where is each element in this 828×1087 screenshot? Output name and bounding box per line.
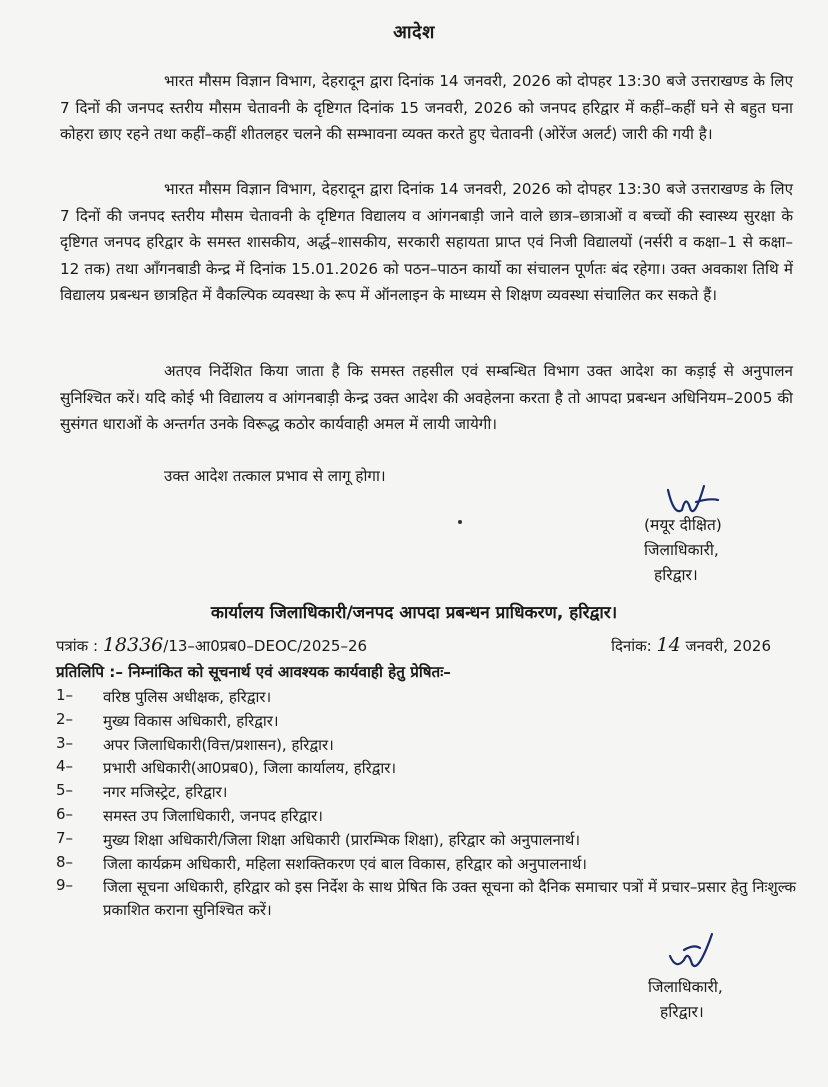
list-item-text: जिला सूचना अधिकारी, हरिद्वार को इस निर्देश के साथ प्रेषित कि उक्त सूचना को दैनिक समाचार पत्रों में प्रचार–प्रसार हेतु निःशुल्क प्रकाशित कराना सुनिश्चित करें। <box>103 878 796 920</box>
list-item-number: 2– <box>56 709 74 728</box>
list-item <box>56 781 796 805</box>
paragraph-weather-warning: भारत मौसम विज्ञान विभाग, देहरादून द्वारा दिनांक 14 जनवरी, 2026 को दोपहर 13:30 बजे उत्तराखण्ड के लिए 7 दिनों की जनपद स्तरीय मौसम चेतावनी के दृष्टिगत दिनांक 15 जनवरी, 2026 को जनपद हरिद्वार में कहीं–कहीं घने से बहुत घना कोहरा छाए रहने तथा कहीं–कहीं शीतलहर चलने की सम्भावना व्यक्त करते हुए चेतावनी (ओरेंज अलर्ट) जारी की गयी है। <box>60 72 793 143</box>
list-item <box>56 805 796 829</box>
list-item <box>56 734 796 758</box>
list-item-text: नगर मजिस्ट्रेट, हरिद्वार। <box>103 783 228 802</box>
list-item-number: 9– <box>56 876 74 895</box>
list-item-number: 7– <box>56 828 74 847</box>
list-item-number: 3– <box>56 733 74 752</box>
list-item-text: वरिष्ठ पुलिस अधीक्षक, हरिद्वार। <box>103 688 272 706</box>
ink-dot <box>458 520 462 524</box>
signatory-place: हरिद्वार। <box>654 566 698 584</box>
copy-heading: प्रतिलिपि :– निम्नांकित को सूचनार्थ एवं आवश्यक कार्यवाही हेतु प्रेषितः– <box>56 663 451 681</box>
footer-signatory-place: हरिद्वार। <box>660 1003 704 1021</box>
date-rest: जनवरी, 2026 <box>685 637 771 655</box>
list-item <box>56 686 796 710</box>
signatory-name: (मयूर दीक्षित) <box>644 516 722 534</box>
list-item <box>56 757 796 781</box>
list-item-number: 5– <box>56 781 74 800</box>
list-item-number: 6– <box>56 804 74 823</box>
list-item-text: मुख्य विकास अधिकारी, हरिद्वार। <box>103 711 279 730</box>
list-item-number: 4– <box>56 757 74 776</box>
signatory-designation: जिलाधिकारी, <box>644 541 719 559</box>
paragraph-effective: उक्त आदेश तत्काल प्रभाव से लागू होगा। <box>164 467 386 485</box>
reference-number-handwritten: 18336 <box>102 634 164 656</box>
reference-date <box>611 634 771 656</box>
list-item-text: समस्त उप जिलाधिकारी, जनपद हरिद्वार। <box>103 806 323 825</box>
signature-mark-footer <box>664 930 720 974</box>
date-label: दिनांक: <box>611 637 652 655</box>
copy-list <box>56 686 796 924</box>
list-item <box>56 876 796 924</box>
list-item-text: मुख्य शिक्षा अधिकारी/जिला शिक्षा अधिकारी (प्रारम्भिक शिक्षा), हरिद्वार को अनुपालनार्थ। <box>103 830 581 849</box>
list-item-text: प्रभारी अधिकारी(आ0प्रब0), जिला कार्यालय, हरिद्वार। <box>103 759 397 778</box>
list-item-number: 1– <box>56 686 74 704</box>
list-item <box>56 829 796 853</box>
office-heading: कार्यालय जिलाधिकारी/जनपद आपदा प्रबन्धन प्राधिकरण, हरिद्वार। <box>210 603 618 623</box>
list-item <box>56 710 796 734</box>
list-item-text: जिला कार्यक्रम अधिकारी, महिला सशक्तिकरण एवं बाल विकास, हरिद्वार को अनुपालनार्थ। <box>103 854 587 873</box>
date-handwritten: 14 <box>656 634 681 656</box>
list-item-number: 8– <box>56 852 74 871</box>
document-title: आदेश <box>393 22 435 43</box>
reference-label: पत्रांक : <box>56 637 99 655</box>
paragraph-school-closure: भारत मौसम विज्ञान विभाग, देहरादून द्वारा दिनांक 14 जनवरी, 2026 को दोपहर 13:30 बजे उत्तराखण्ड के लिए 7 दिनों की जनपद स्तरीय मौसम चेतावनी के दृष्टिगत विद्यालय व आंगनबाड़ी जाने वाले छात्र–छात्राओं व बच्चों की स्वास्थ्य सुरक्षा के दृष्टिगत जनपद हरिद्वार के समस्त शासकीय, अर्द्ध–शासकीय, सरकारी सहायता प्राप्त एवं निजी विद्यालयों (नर्सरी व कक्षा–1 से कक्षा–12 तक) तथा आँगनबाडी केन्द्र में दिनांक 15.01.2026 को पठन–पाठन कार्यो का संचालन पूर्णतः बंद रहेगा। उक्त अवकाश तिथि में विद्यालय प्रबन्धन छात्रहित में वैकल्पिक व्यवस्था के रूप में ऑनलाइन के माध्यम से शिक्षण व्यवस्था संचालित कर सकते हैं। <box>60 180 793 304</box>
reference-number-rest: /13–आ0प्रब0–DEOC/2025–26 <box>163 637 368 655</box>
list-item <box>56 853 796 877</box>
reference-number <box>56 634 367 656</box>
footer-signatory-designation: जिलाधिकारी, <box>648 978 723 996</box>
list-item-text: अपर जिलाधिकारी(वित्त/प्रशासन), हरिद्वार। <box>103 735 334 754</box>
paragraph-compliance: अतएव निर्देशित किया जाता है कि समस्त तहसील एवं सम्बन्धित विभाग उक्त आदेश का कड़ाई से अनुपालन सुनिश्चित करें। यदि कोई भी विद्यालय व आंगनबाड़ी केन्द्र उक्त आदेश की अवहेलना करता है तो आपदा प्रबन्धन अधिनियम–2005 की सुसंगत धाराओं के अन्तर्गत उनके विरूद्ध कठोर कार्यवाही अमल में लायी जायेगी। <box>60 362 793 433</box>
